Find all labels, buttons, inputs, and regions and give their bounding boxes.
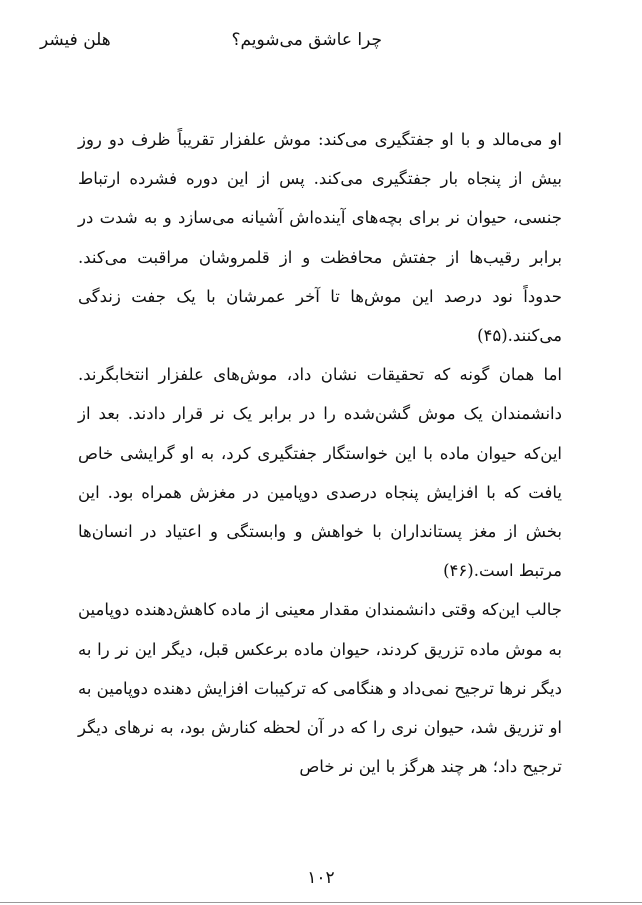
book-title: چرا عاشق می‌شویم؟ bbox=[231, 30, 382, 50]
author-name: هلن فیشر bbox=[40, 30, 111, 50]
paragraph: جالب این‌که وقتی دانشمندان مقدار معینی از ماده کاهش‌دهنده دوپامین به موش ماده تزریق کردند، حیوان ماده برعکس قبل، دیگر این نر را به دیگر نرها ترجیح نمی‌داد و هنگامی که ترکیبات افزایش دهنده دوپامین به او تزریق شد، حیوان نری را که در آن لحظه کنارش بود، به نرهای دیگر ترجیح داد؛ هر چند هرگز با این نر خاص bbox=[78, 600, 562, 777]
body-text bbox=[78, 120, 562, 786]
bottom-divider bbox=[0, 902, 642, 903]
paragraph: اما همان گونه که تحقیقات نشان داد، موش‌های علفزار انتخابگرند. دانشمندان یک موش گشن‌شده را در برابر یک نر قرار دادند. بعد از این‌که حیوان ماده با این خواستگار جفتگیری کرد، به او گرایشی خاص یافت که با افزایش پنجاه درصدی دوپامین در مغزش همراه بود. این بخش از مغز پستانداران با خواهش و وابستگی و اعتیاد در انسان‌ها مرتبط است.(۴۶) bbox=[78, 365, 562, 581]
paragraph: او می‌مالد و با او جفتگیری می‌کند: موش علفزار تقریباً ظرف دو روز بیش از پنجاه بار جفتگیری می‌کند. پس از این دوره فشرده ارتباط جنسی، حیوان نر برای بچه‌های آینده‌اش آشیانه می‌سازد و به شدت در برابر رقیب‌ها از جفتش محافظت و از قلمروشان مراقبت می‌کند. حدوداً نود درصد این موش‌ها تا آخر عمرشان با یک جفت زندگی می‌کنند.(۴۵) bbox=[78, 130, 562, 346]
running-header bbox=[40, 30, 602, 56]
page-number: ۱۰۲ bbox=[307, 868, 335, 888]
